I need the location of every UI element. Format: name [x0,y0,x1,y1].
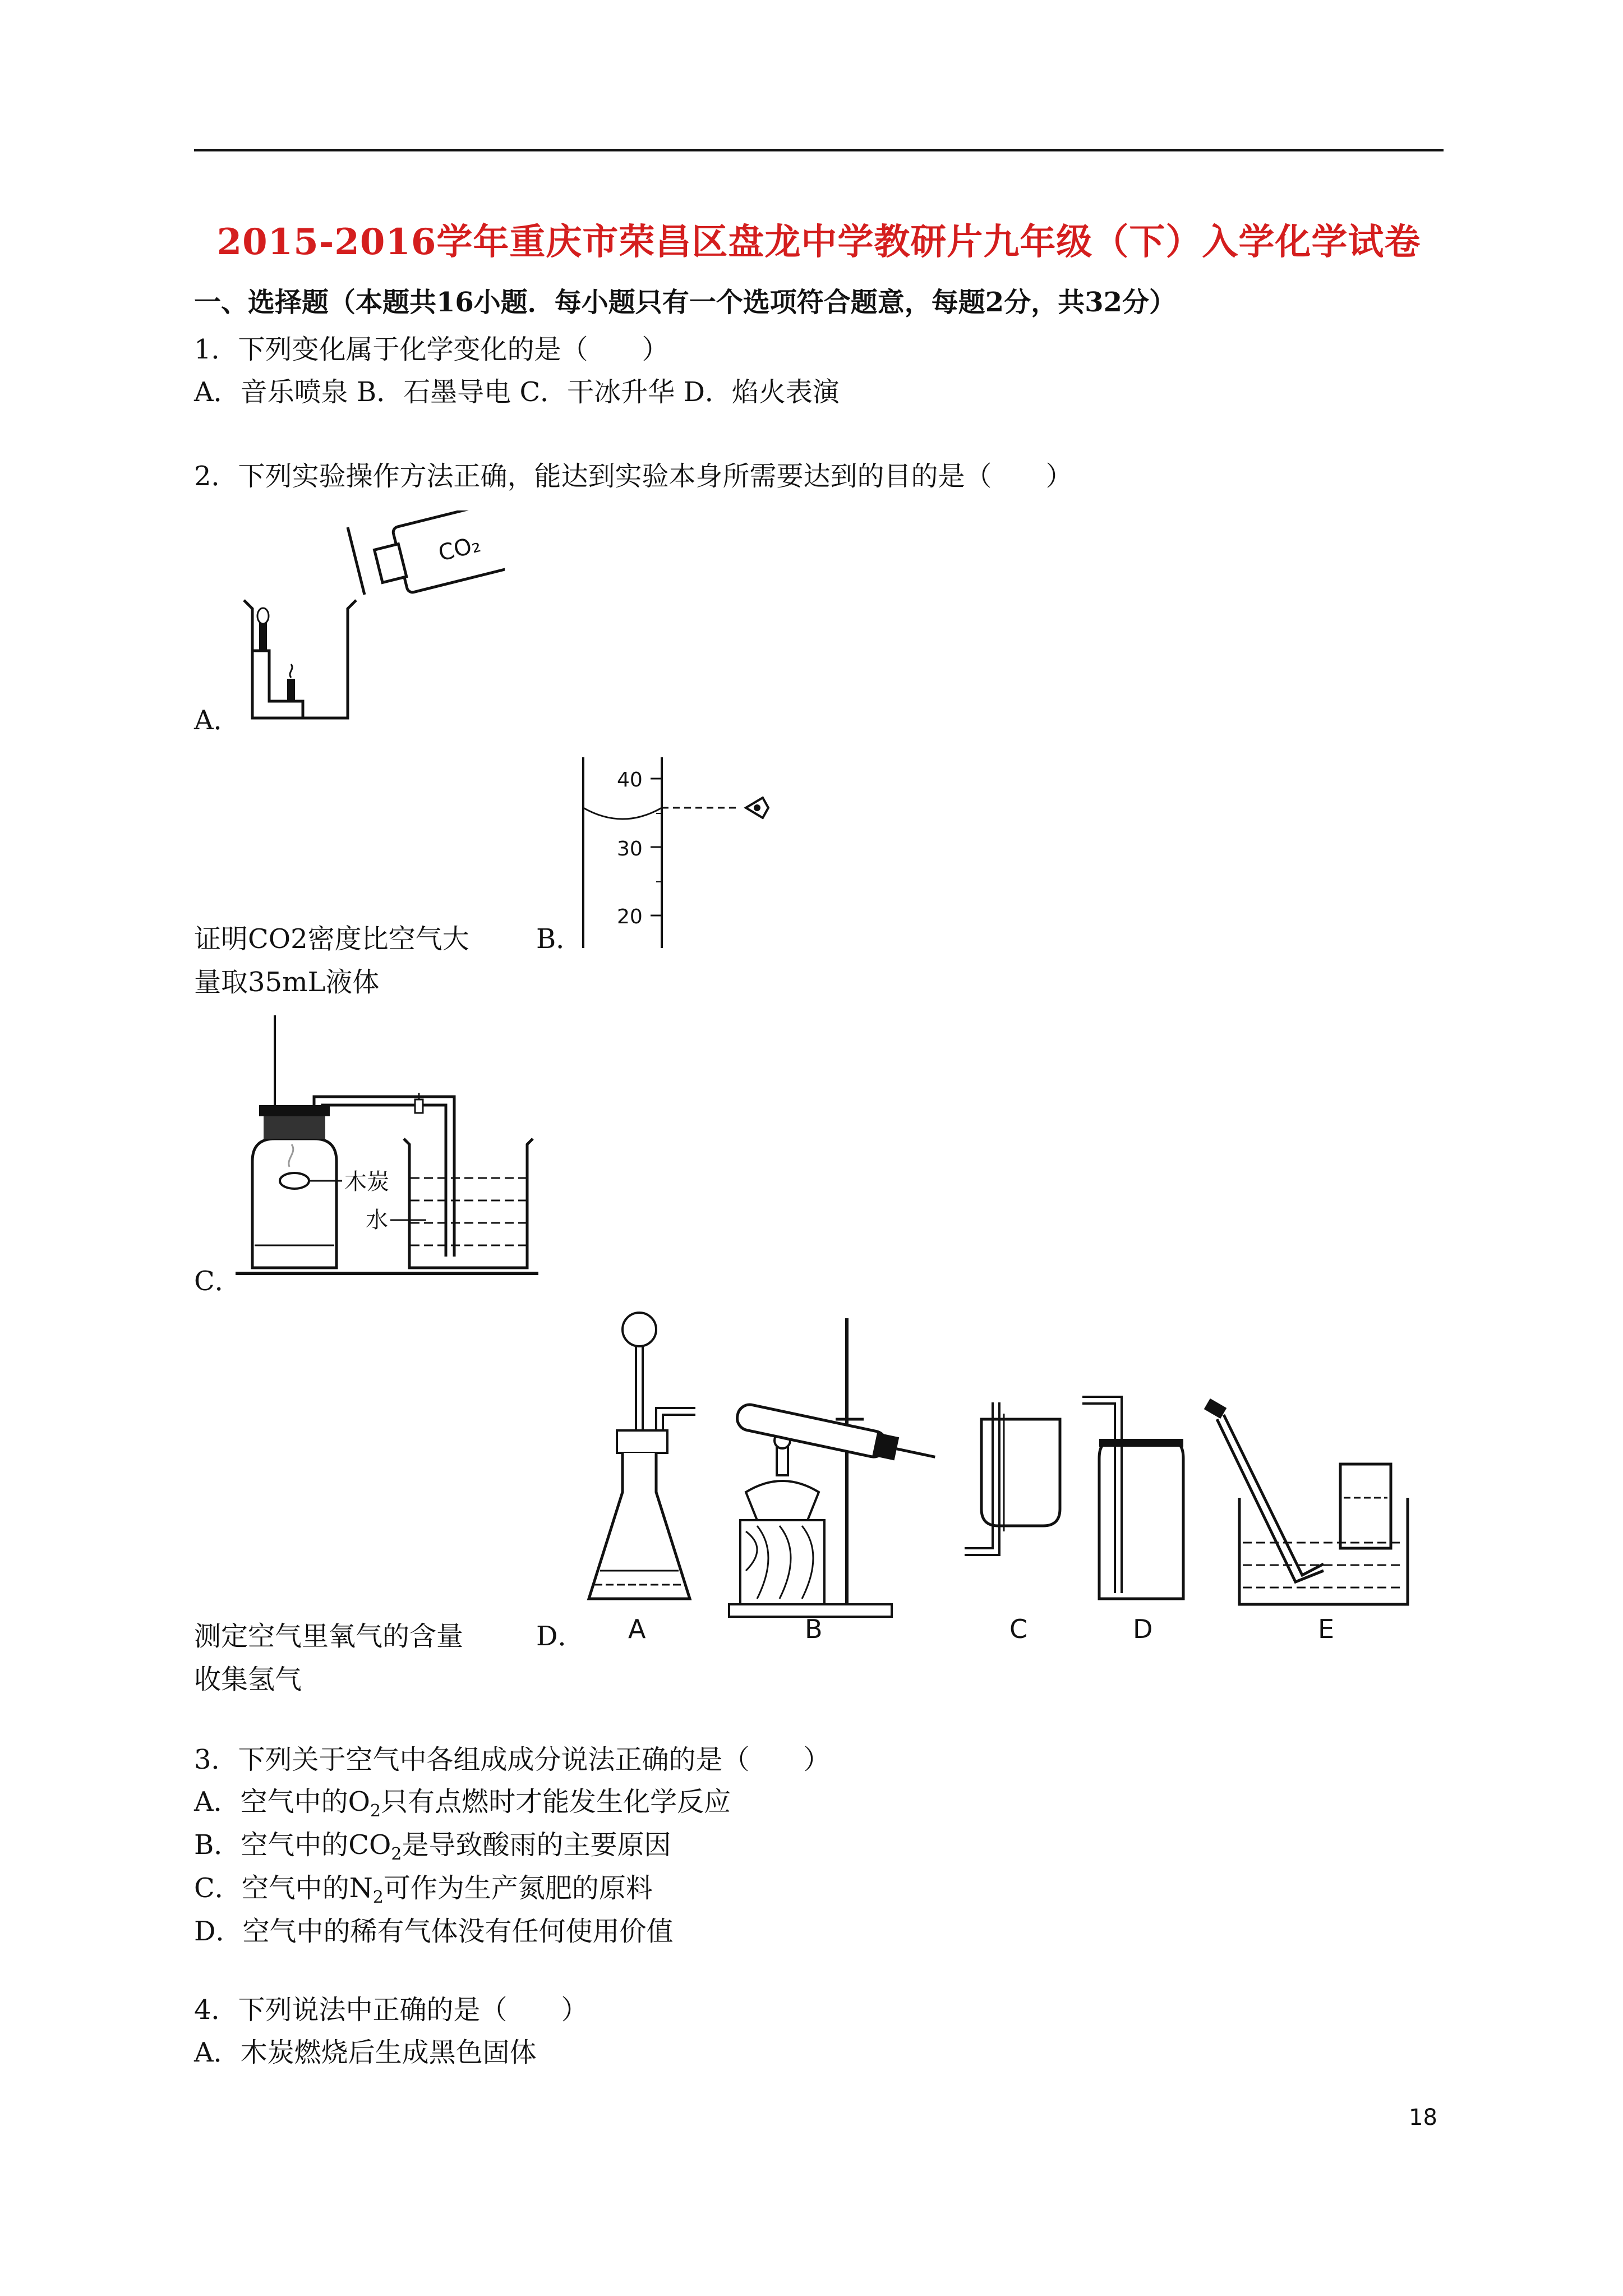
label-e: E [1318,1614,1335,1644]
q2-c-label: C． [194,1266,242,1297]
q3-option-b: B．空气中的$CO_2$是导致酸雨的主要原因 [194,1829,671,1864]
q3-stem: 3．下列关于空气中各组成成分说法正确的是（ ） [194,1744,831,1775]
q2-c-caption: 测定空气里氧气的含量 [194,1621,464,1652]
q1-options: A．音乐喷泉 B．石墨导电 C．干冰升华 D．焰火表演 [194,376,840,408]
q2-d-label: D． [536,1621,585,1652]
tick-40: 40 [617,769,643,792]
q2-a-label: A． [194,705,241,736]
q4-stem: 4．下列说法中正确的是（ ） [194,1994,588,2026]
page-number: 18 [1409,2105,1437,2131]
q2-d-caption: 收集氢气 [194,1664,302,1695]
label-a: A [628,1614,646,1644]
label-b: B [805,1614,823,1644]
q1-stem: 1．下列变化属于化学变化的是（ ） [194,334,669,365]
q3-option-d: D．空气中的稀有气体没有任何使用价值 [194,1916,674,1947]
section-heading: 一、选择题（本题共16小题．每小题只有一个选项符合题意，每题2分，共32分） [194,287,1176,318]
apparatus-a [589,1313,695,1599]
q2-a-caption: 证明CO2密度比空气大 [194,923,469,955]
q3-option-c: C．空气中的$N_2$可作为生产氮肥的原料 [194,1872,653,1907]
q2-b-label: B． [536,923,583,955]
apparatus-e [1204,1398,1408,1604]
tick-30: 30 [617,838,643,861]
q2-stem: 2．下列实验操作方法正确，能达到实验本身所需要达到的目的是（ ） [194,461,1073,492]
figure-hydrogen-collection [578,1307,1430,1644]
figure-oxygen-content [236,1015,550,1296]
page-title: 2015-2016学年重庆市荣昌区盘龙中学教研片九年级（下）入学化学试卷 [216,221,1421,263]
tick-20: 20 [617,905,643,928]
label-d: D [1133,1614,1153,1644]
label-charcoal: 木炭 [344,1169,389,1195]
q3-option-a: A．空气中的$O_2$只有点燃时才能发生化学反应 [194,1786,731,1821]
q4-option-a: A．木炭燃烧后生成黑色固体 [194,2037,537,2068]
header-rule [194,149,1444,151]
figure-co2-density [236,510,505,735]
apparatus-b [729,1318,938,1617]
bottle-label: CO₂ [436,531,483,567]
q2-b-caption: 量取35mL液体 [194,967,380,998]
apparatus-d [1082,1397,1183,1599]
label-water: 水 [366,1207,388,1233]
eye-icon [746,798,768,818]
label-c: C [1009,1614,1028,1644]
apparatus-c [965,1402,1060,1555]
figure-graduated-cylinder [578,752,780,954]
